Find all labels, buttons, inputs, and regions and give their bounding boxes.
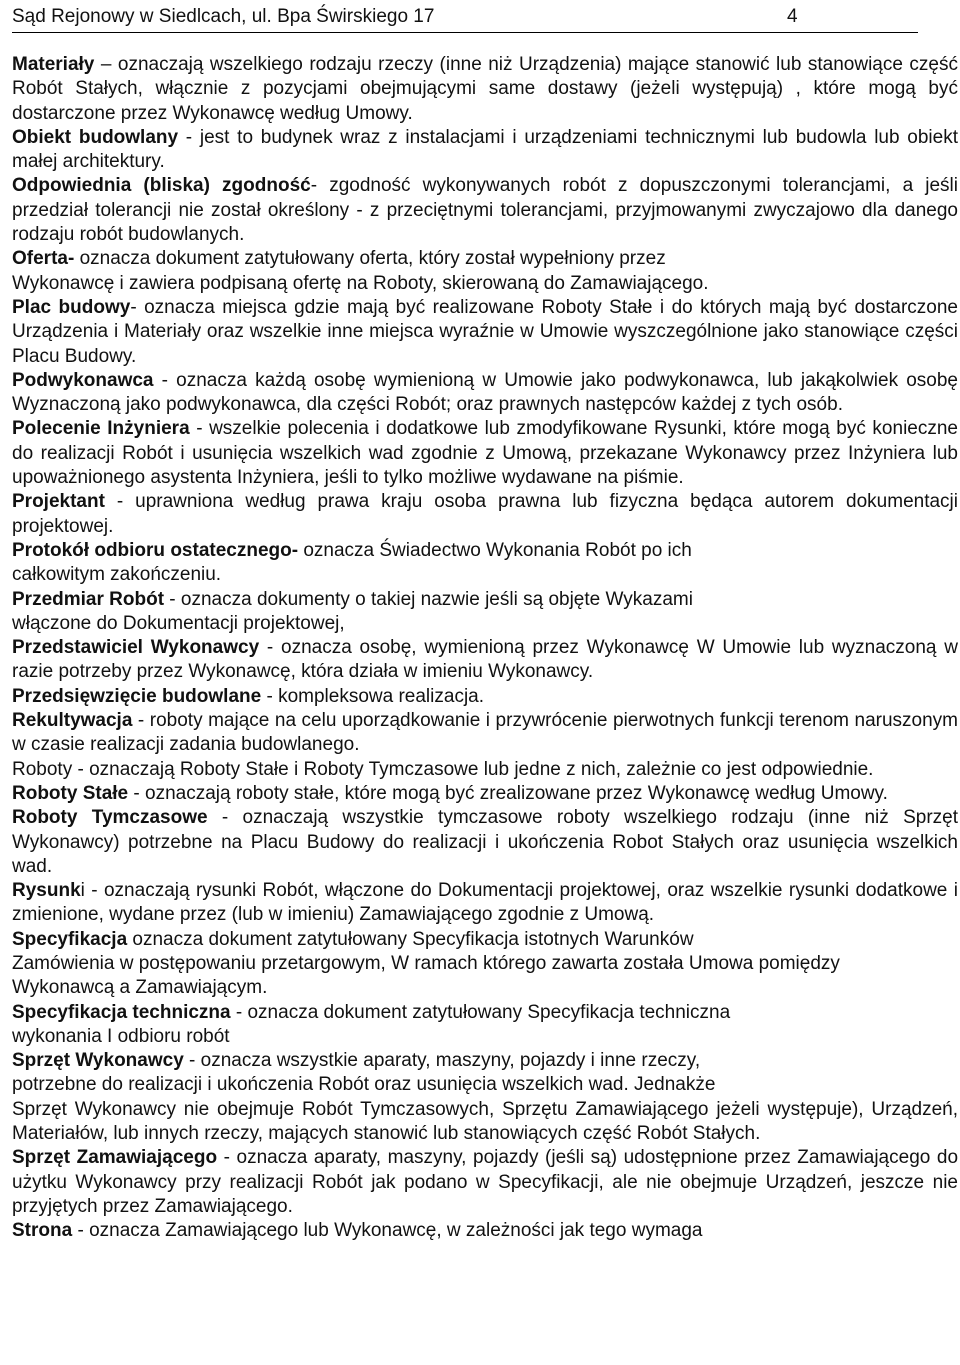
definition-text-line: oznacza Świadectwo Wykonania Robót po ich [298, 539, 692, 561]
definition-text-line: włączone do Dokumentacji projektowej, [12, 612, 345, 634]
definition-roboty [12, 758, 958, 782]
definition-text: i - oznaczają rysunki Robót, włączone do Dokumentacji projektowej, oraz wszelkie rysunki dodatkowe i zmienione, wydane przez (lub w imieniu) Zamawiającego zgodnie z Umową. [12, 880, 958, 926]
definition-term: Specyfikacja [12, 928, 128, 950]
definition-term: Rysunk [12, 880, 81, 902]
definition-text-line: oznacza dokument zatytułowany Specyfikacja istotnych Warunków [127, 928, 694, 950]
page-number: 4 [787, 6, 798, 27]
definition-strona [12, 1219, 958, 1243]
definition-term: Polecenie Inżyniera [12, 418, 190, 440]
header-court-address: Sąd Rejonowy w Siedlcach, ul. Bpa Świrskiego 17 [12, 6, 435, 27]
definition-term: Przedstawiciel Wykonawcy [12, 637, 260, 659]
definition-text: - oznaczają roboty stałe, które mogą być zrealizowane przez Wykonawcę według Umowy. [128, 782, 888, 804]
definition-term: Obiekt budowlany [12, 126, 179, 148]
definition-specyfikacja [12, 928, 958, 1001]
definition-term: Odpowiednia (bliska) zgodność [12, 175, 311, 197]
definition-term: Roboty Stałe [12, 782, 129, 804]
definition-specyfikacja-techniczna [12, 1001, 958, 1050]
definition-polecenie-inzyniera [12, 417, 958, 490]
definition-przedstawiciel-wykonawcy [12, 636, 958, 685]
definition-protokol-odbioru [12, 539, 958, 588]
definition-text-line: oznacza dokument zatytułowany oferta, który został wypełniony przez [74, 248, 666, 270]
definition-term: Rekultywacja [12, 710, 133, 732]
definition-text-line: Wykonawcę i zawiera podpisaną ofertę na Roboty, skierowaną do Zamawiającego. [12, 272, 709, 294]
definition-text-line: Wykonawcą a Zamawiającym. [12, 977, 268, 999]
definition-text-line: potrzebne do realizacji i ukończenia Robót oraz usunięcia wszelkich wad. Jednakże [12, 1074, 716, 1096]
definition-text-line: wykonania I odbioru robót [12, 1025, 230, 1047]
definition-materialy [12, 53, 958, 126]
definition-text-line: - oznacza dokumenty o takiej nazwie jeśli są objęte Wykazami [164, 588, 693, 610]
definition-text-line: - oznacza wszystkie aparaty, maszyny, pojazdy i inne rzeczy, [183, 1050, 701, 1072]
definition-text: - uprawniona według prawa kraju osoba prawna lub fizyczna będąca autorem dokumentacji projektowej. [12, 491, 958, 537]
definition-rysunki [12, 879, 958, 928]
definition-text: - zgodność wykonywanych robót z dopuszczonymi tolerancjami, a jeśli przedział tolerancji nie został określony - z przeciętnymi tolerancjami, przyjmowanymi zwyczajowo dla danego rodzaju robót budowlanych. [12, 175, 958, 246]
definition-obiekt-budowlany [12, 126, 958, 175]
definition-rekultywacja [12, 709, 958, 758]
definition-text: - oznacza miejsca gdzie mają być realizowane Roboty Stałe i do których mają być dostarczone Urządzenia i Materiały oraz wszelkie inne miejsca wyraźnie w Umowie wyszczególnione jako stanowiące części Placu Budowy. [12, 296, 958, 367]
definition-roboty-tymczasowe [12, 806, 958, 879]
definition-text: - wszelkie polecenia i dodatkowe lub zmodyfikowane Rysunki, które mogą być konieczne do realizacji Robót i usunięcia wszelkich wad zgodnie z Umową, przekazane Wykonawcy przez Inżyniera lub upoważnionego asystenta Inżyniera, jeśli to tylko możliwe wydawane na piśmie. [12, 418, 958, 489]
definition-term: Sprzęt Zamawiającego [12, 1147, 218, 1169]
definition-text-line: Zamówienia w postępowaniu przetargowym, W ramach którego zawarta została Umowa pomiędzy [12, 952, 840, 974]
definition-odpowiednia-zgodnosc [12, 174, 958, 247]
definition-oferta [12, 247, 958, 296]
definition-sprzet-wykonawcy-continuation [12, 1098, 958, 1147]
definition-text: - roboty mające na celu uporządkowanie i przywrócenie pierwotnych funkcji terenom naruszonym w czasie realizacji zadania budowlanego. [12, 710, 958, 756]
definition-text: - kompleksowa realizacja. [261, 685, 485, 707]
definition-term: Protokół odbioru ostatecznego- [12, 539, 299, 561]
definition-text: – oznaczają wszelkiego rodzaju rzeczy (inne niż Urządzenia) mające stanowić lub stanowiące część Robót Stałych, włącznie z pozycjami obejmującymi same dostawy (jeżeli występują) , które mogą być dostarczone przez Wykonawcę według Umowy. [12, 54, 958, 124]
definition-term: Strona [12, 1220, 73, 1242]
definition-plac-budowy [12, 296, 958, 369]
definition-term: Oferta- [12, 248, 75, 270]
definition-term: Przedsięwzięcie budowlane [12, 685, 262, 707]
definition-term: Plac budowy [12, 296, 131, 318]
definition-term: Przedmiar Robót [12, 588, 165, 610]
definition-projektant [12, 490, 958, 539]
definition-term: Sprzęt Wykonawcy [12, 1050, 184, 1072]
definition-text-line: całkowitym zakończeniu. [12, 564, 222, 586]
definition-text: Sprzęt Wykonawcy nie obejmuje Robót Tymczasowych, Sprzętu Zamawiającego jeżeli występuje), Urządzeń, Materiałów, lub innych rzeczy, mających stanowić lub stanowiących część Robót Stałych. [12, 1098, 958, 1145]
definitions-list [12, 53, 958, 1244]
definition-roboty-stale [12, 782, 958, 806]
definition-przedsiewziecie-budowlane [12, 685, 958, 709]
definition-sprzet-zamawiajacego [12, 1146, 958, 1219]
definition-text: Roboty - oznaczają Roboty Stałe i Roboty Tymczasowe lub jedne z nich, zależnie co jest odpowiednie. [12, 758, 874, 780]
page-header [12, 2, 918, 33]
definition-term: Projektant [12, 491, 105, 513]
definition-text: - oznacza aparaty, maszyny, pojazdy (jeśli są) udostępnione przez Zamawiającego do użytku Wykonawcy przy realizacji Robót jak podano w Specyfikacji, ale nie obejmuje Urządzeń, jeszcze nie przyjętych przez Zamawiającego. [12, 1147, 959, 1217]
definition-text: - jest to budynek wraz z instalacjami i urządzeniami technicznymi lub budowla lub obiekt małej architektury. [12, 126, 958, 173]
definition-przedmiar-robot [12, 588, 958, 637]
definition-sprzet-wykonawcy [12, 1049, 958, 1098]
definition-term: Materiały [12, 54, 95, 75]
definition-term: Specyfikacja techniczna [12, 1001, 231, 1023]
definition-podwykonawca [12, 369, 958, 418]
definition-term: Podwykonawca [12, 369, 154, 391]
definition-text: - oznacza osobę, wymienioną przez Wykonawcę W Umowie lub wyznaczoną w razie potrzeby przez Wykonawcę, która działa w imieniu Wykonawcy. [12, 637, 958, 683]
definition-text-line: - oznacza dokument zatytułowany Specyfikacja techniczna [230, 1001, 731, 1023]
definition-text: - oznacza każdą osobę wymienioną w Umowie jako podwykonawca, lub jakąkolwiek osobę Wyznaczoną jako podwykonawca, dla części Robót; oraz prawnych następców każdej z tych osób. [12, 369, 958, 416]
definition-term: Roboty Tymczasowe [12, 807, 208, 829]
definition-text: - oznaczają wszystkie tymczasowe roboty wszelkiego rodzaju (inne niż Sprzęt Wykonawcy) potrzebne na Placu Budowy do realizacji i ukończenia Robot Stałych oraz usunięcia wszelkich wad. [12, 807, 958, 877]
definition-text: - oznacza Zamawiającego lub Wykonawcę, w zależności jak tego wymaga [72, 1220, 703, 1242]
